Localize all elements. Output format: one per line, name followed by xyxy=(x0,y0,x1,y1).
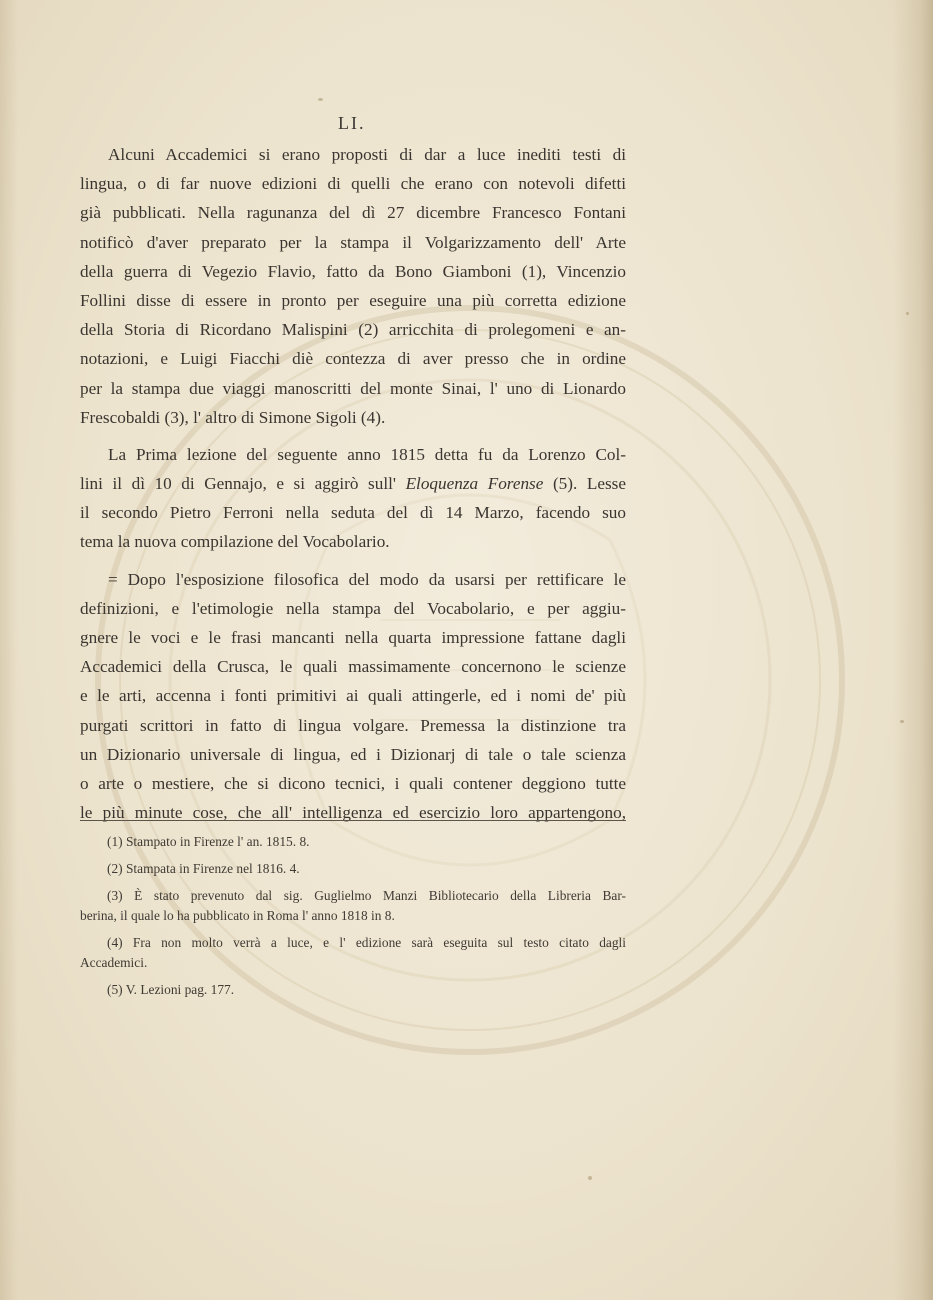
text-line: lingua, o di far nuove edizioni di quelli che erano con notevoli difetti xyxy=(80,174,626,194)
footnote-line: (4) Fra non molto verrà a luce, e l' edizione sarà eseguita sul testo citato dagli xyxy=(107,935,626,950)
footnote-line: (3) È stato prevenuto dal sig. Guglielmo Manzi Bibliotecario della Libreria Bar- xyxy=(107,888,626,903)
text-line: notazioni, e Luigi Fiacchi diè contezza di aver presso che in ordine xyxy=(80,349,626,369)
text-line: per la stampa due viaggi manoscritti del monte Sinai, l' uno di Lionardo xyxy=(80,378,626,398)
paragraph-gap xyxy=(80,432,626,440)
foxing-spot xyxy=(906,312,909,315)
italic-title: Eloquenza Forense xyxy=(405,474,544,494)
text-segment: lini il dì 10 di Gennajo, e si aggirò sull' xyxy=(80,474,396,494)
text-line: Alcuni Accademici si erano proposti di dar a luce inediti testi di xyxy=(108,145,626,164)
footnote xyxy=(80,933,626,973)
paragraph-gap xyxy=(80,557,626,565)
footnote-line: Accademici. xyxy=(80,955,148,970)
text-line: La Prima lezione del seguente anno 1815 detta fu da Lorenzo Col- xyxy=(108,444,626,464)
text-line: Follini disse di essere in pronto per eseguire una più corretta edizione xyxy=(80,290,626,310)
text-line: e le arti, accenna i fonti primitivi ai quali attingerle, ed i nomi de' più xyxy=(80,686,626,706)
foxing-spot xyxy=(588,1176,592,1180)
paper-left-edge xyxy=(0,0,18,1300)
text-line: un Dizionario universale di lingua, ed i Dizionarj di tale o tale scienza xyxy=(80,744,626,764)
text-line: già pubblicati. Nella ragunanza del dì 27 dicembre Francesco Fontani xyxy=(80,203,626,223)
foxing-spot xyxy=(900,720,904,723)
footnote-line: (5) V. Lezioni pag. 177. xyxy=(107,982,235,997)
text-line: Accademici della Crusca, le quali massimamente concernono le scienze xyxy=(80,657,626,677)
text-line: della guerra di Vegezio Flavio, fatto da Bono Giamboni (1), Vincenzio xyxy=(80,261,626,281)
foxing-spot xyxy=(318,98,323,101)
footnotes xyxy=(80,832,626,1007)
text-line: della Storia di Ricordano Malispini (2) arricchita di prolegomeni e an- xyxy=(80,320,626,340)
text-line: gnere le voci e le frasi mancanti nella quarta impressione fattane dagli xyxy=(80,628,626,647)
footnote xyxy=(80,832,626,852)
text-line: definizioni, e l'etimologie nella stampa del Vocabolario, e per aggiu- xyxy=(80,598,626,618)
text-line: Frescobaldi (3), l' altro di Simone Sigoli (4). xyxy=(80,407,386,427)
paper-right-edge xyxy=(893,0,933,1300)
footnote-line: (2) Stampata in Firenze nel 1816. 4. xyxy=(107,861,300,876)
text-line: o arte o mestiere, che si dicono tecnici, i quali contener deggiono tutte xyxy=(80,773,626,793)
text-line-with-italic xyxy=(80,469,626,498)
text-line: tema la nuova compilazione del Vocabolario. xyxy=(80,532,390,552)
footnote-line: berina, il quale lo ha pubblicato in Roma l' anno 1818 in 8. xyxy=(80,908,395,923)
footnote xyxy=(80,859,626,879)
text-line: le più minute cose, che all' intelligenza ed esercizio loro appartengono, xyxy=(80,803,626,823)
footnote-divider xyxy=(80,820,626,821)
text-segment: (5). Lesse xyxy=(543,474,626,494)
footnote-line: (1) Stampato in Firenze l' an. 1815. 8. xyxy=(107,834,310,849)
body-text xyxy=(80,140,626,827)
text-line: notificò d'aver preparato per la stampa il Volgarizzamento dell' Arte xyxy=(80,232,626,252)
text-line: purgati scrittori in fatto di lingua volgare. Premessa la distinzione tra xyxy=(80,715,626,735)
text-line: il secondo Pietro Ferroni nella seduta del dì 14 Marzo, facendo suo xyxy=(80,503,626,523)
text-line: = Dopo l'esposizione filosofica del modo da usarsi per rettificare le xyxy=(108,569,626,589)
footnote xyxy=(80,886,626,926)
footnote xyxy=(80,980,626,1000)
page-number: LI. xyxy=(338,113,366,133)
